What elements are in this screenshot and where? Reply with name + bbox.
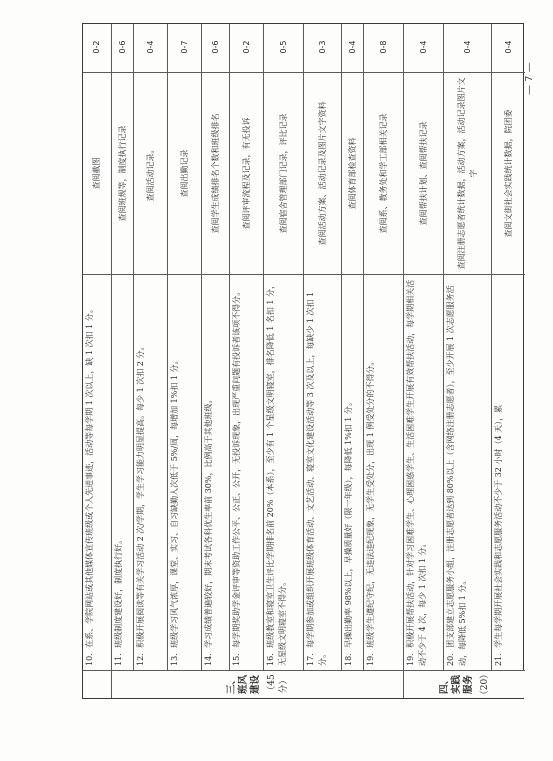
- section-title: 四、实践服务: [438, 675, 474, 695]
- standard-cell: 16．班级教室和寝室卫生评比学期排名前 20%（本系），至少有 1 个星级文明寝室，排名降低 1 名扣 1 分，无星级文明寝室不得分。: [264, 274, 303, 670]
- standard-cell: 19．积极开展帮扶活动，针对学习困难学生、心理困惑学生、生活困难学生开展有效帮扶活动，每学期相关活动不少于 4 次，每少 1 次扣 1 分。: [404, 274, 443, 670]
- score-cell: 0-3: [317, 40, 327, 54]
- score-cell: 0-4: [347, 40, 357, 54]
- standard-cell: 18．早操出勤率 98%以上，早操质量好（限一年级），每降低 1%扣 1 分。: [342, 274, 363, 670]
- section-score: （20）: [479, 669, 490, 700]
- table-row: [363, 24, 403, 698]
- table-row: [303, 24, 341, 698]
- standard-cell: 15．每学期奖助学金评审等资助工作公平、公正、公开，无投诉现象，出现严重问题有投诉者该项不得分。: [230, 274, 263, 670]
- standard-cell: 21．学生每学期开展社会实践和志愿服务活动不少于 32 小时（4 天），累: [492, 274, 525, 670]
- table-row: [341, 24, 363, 698]
- table-row: [229, 24, 263, 698]
- method-cell: 查阅评审流程及记录，有无投诉: [230, 72, 263, 274]
- score-cell: 0-2: [92, 40, 102, 54]
- method-cell: 查阅宿舍管理部门记录，评比记录: [264, 72, 303, 274]
- table-row: [133, 24, 167, 698]
- score-cell: 0-6: [117, 40, 127, 54]
- table-row: [491, 24, 525, 698]
- method-cell: 查阅文街社会实践统计数据，院团委: [492, 72, 525, 274]
- table-row: [443, 24, 491, 698]
- method-cell: 查阅班规等，制度执行记录: [112, 72, 133, 274]
- method-cell: 查阅系、教务处和学工部相关记录: [364, 72, 403, 274]
- score-cell: 0-4: [462, 40, 472, 54]
- method-cell: 查阅截图: [83, 72, 111, 274]
- standard-cell: 10．在系、学院网站或其他媒体宣传班级或个人先进事迹，活动等每学期 1 次以上，缺 1 次扣 1 分。: [83, 274, 111, 670]
- section-score: （45分）: [266, 674, 289, 695]
- method-cell: 查阅帮扶计划、查阅帮扶记录: [404, 72, 443, 274]
- standard-cell: 13．班级学习风气浓厚，课堂、实习、自习缺勤人次低于 5%/周，每增加 1%扣 1 分。: [168, 274, 201, 670]
- page-number: — 7 —: [524, 62, 535, 95]
- table-row: [83, 24, 111, 698]
- table-row: [201, 24, 229, 698]
- method-cell: 查阅活动记录。: [134, 72, 167, 274]
- table-row: [403, 24, 443, 698]
- evaluation-table: [82, 23, 524, 699]
- score-cell: 0-7: [179, 40, 189, 54]
- score-cell: 0-6: [210, 40, 220, 54]
- standard-cell: 11．班级制度建设好，制度执行好。: [112, 274, 133, 670]
- score-cell: 0-8: [378, 40, 388, 54]
- section-title: 三、班风建设: [225, 675, 261, 695]
- table-row: [263, 24, 303, 698]
- table-row: [167, 24, 201, 698]
- method-cell: 查阅出勤记录: [168, 72, 201, 274]
- score-cell: 0-5: [278, 40, 288, 54]
- score-cell: 0-4: [145, 40, 155, 54]
- table-row: [111, 24, 133, 698]
- score-cell: 0-2: [241, 40, 251, 54]
- score-cell: 0-4: [503, 40, 513, 54]
- category-cell: [83, 670, 111, 698]
- method-cell: 查阅体育部检查资料: [342, 72, 363, 274]
- standard-cell: 14．学习成绩普遍较好，期末考试各科优生率前 30%，比例高于其他班级。: [202, 274, 229, 670]
- score-cell: 0-4: [418, 40, 428, 54]
- standard-cell: 19．班级学生遵纪守纪，无违法违纪现象，无学生受处分，出现 1 例受处分的不得分。: [364, 274, 403, 670]
- method-cell: 查阅学生成绩排名个数和班级排名: [202, 72, 229, 274]
- method-cell: 查阅注册志愿者统计数据，活动方案，活动记录图片文字: [444, 72, 491, 274]
- standard-cell: 17．每学期参加或组织开展班级体育活动、文艺活动、寝室文化建设活动等 3 次及以上，每缺少 1 次扣 1 分。: [304, 274, 341, 670]
- standard-cell: 20．团支部建立志愿服务小组，注册志愿者达到 80%以上（含网络注册志愿者），至少开展 1 次志愿服务活动，每降低 5%扣 1 分。: [444, 274, 491, 670]
- method-cell: 查阅活动方案、活动记录及图片文字资料: [304, 72, 341, 274]
- section-header-class-style: [111, 670, 403, 698]
- section-header-practice-service: [403, 670, 525, 698]
- standard-cell: 12．积极开展阅读等有关学习活动 2 次/学期，学生学习能力明显提高。每少 1 次扣 2 分。: [134, 274, 167, 670]
